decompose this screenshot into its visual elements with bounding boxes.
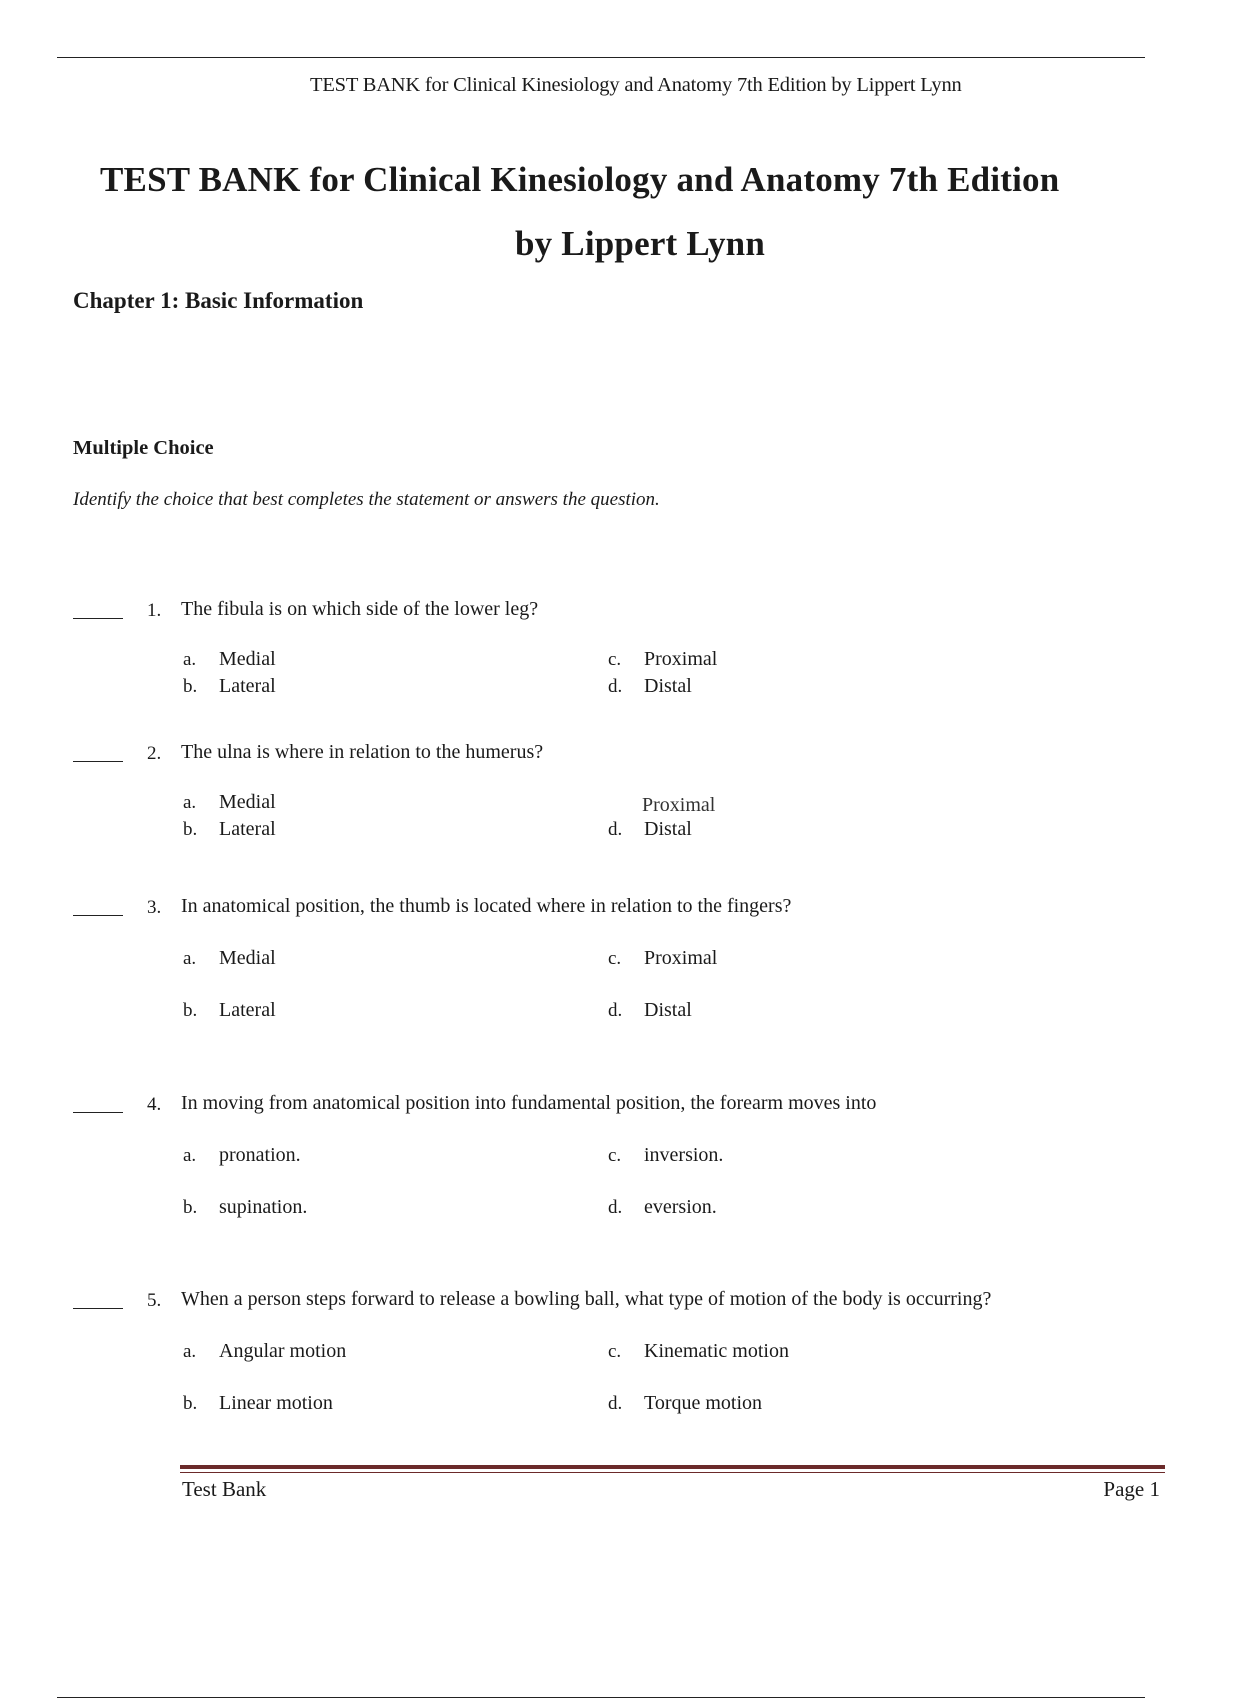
running-header: TEST BANK for Clinical Kinesiology and Anatomy 7th Edition by Lippert Lynn	[310, 74, 962, 96]
choice-d: d. Distal	[608, 675, 692, 697]
top-rule	[57, 57, 1145, 58]
question-text: In moving from anatomical position into fundamental position, the forearm moves into	[181, 1092, 877, 1114]
question-number: 1.	[147, 600, 162, 621]
choice-b: b. Linear motion	[183, 1392, 333, 1414]
question-text: When a person steps forward to release a bowling ball, what type of motion of the body is occurring?	[181, 1288, 992, 1310]
document-title-line-2: by Lippert Lynn	[514, 224, 766, 263]
chapter-heading: Chapter 1: Basic Information	[73, 288, 364, 313]
question-text: The ulna is where in relation to the humerus?	[181, 741, 544, 763]
choice-d: d. Torque motion	[608, 1392, 763, 1414]
question-text: In anatomical position, the thumb is located where in relation to the fingers?	[181, 895, 792, 917]
footer-rule	[180, 1465, 1165, 1469]
choice-d: d. eversion.	[608, 1196, 717, 1218]
answer-blank-1[interactable]	[73, 618, 123, 619]
question-number: 4.	[147, 1094, 162, 1115]
choice-c: c. Kinematic motion	[608, 1340, 789, 1362]
answer-blank-5[interactable]	[73, 1308, 123, 1309]
answer-blank-4[interactable]	[73, 1112, 123, 1113]
choice-a: a. Medial	[183, 947, 276, 969]
section-instructions: Identify the choice that best completes the statement or answers the question.	[73, 489, 660, 510]
bottom-rule	[57, 1697, 1145, 1698]
choice-c: c. inversion.	[608, 1144, 724, 1166]
choice-a: a. Angular motion	[183, 1340, 347, 1362]
choice-b: b. supination.	[183, 1196, 308, 1218]
question-number: 3.	[147, 897, 162, 918]
choice-a: a. Medial	[183, 648, 276, 670]
footer-rule-thin	[180, 1472, 1165, 1473]
question-number: 5.	[147, 1290, 162, 1311]
footer-label: Test Bank	[182, 1477, 267, 1501]
choice-a: a. Medial	[183, 791, 276, 813]
answer-blank-2[interactable]	[73, 761, 123, 762]
document-title-line-1: TEST BANK for Clinical Kinesiology and Anatomy 7th Edition	[100, 160, 1060, 199]
choice-b: b. Lateral	[183, 999, 276, 1021]
choice-c: c. Proximal	[608, 648, 718, 670]
choice-d: d. Distal	[608, 999, 692, 1021]
choice-c: c. Proximal	[608, 947, 718, 969]
choice-d: d. Distal	[608, 818, 692, 840]
question-number: 2.	[147, 743, 162, 764]
choice-b: b. Lateral	[183, 818, 276, 840]
answer-blank-3[interactable]	[73, 915, 123, 916]
choice-c-clipped: Proximal	[642, 794, 716, 816]
choice-a: a. pronation.	[183, 1144, 301, 1166]
section-heading: Multiple Choice	[73, 437, 214, 459]
choice-b: b. Lateral	[183, 675, 276, 697]
page-number: Page 1	[1103, 1477, 1160, 1501]
question-text: The fibula is on which side of the lower leg?	[181, 598, 539, 620]
